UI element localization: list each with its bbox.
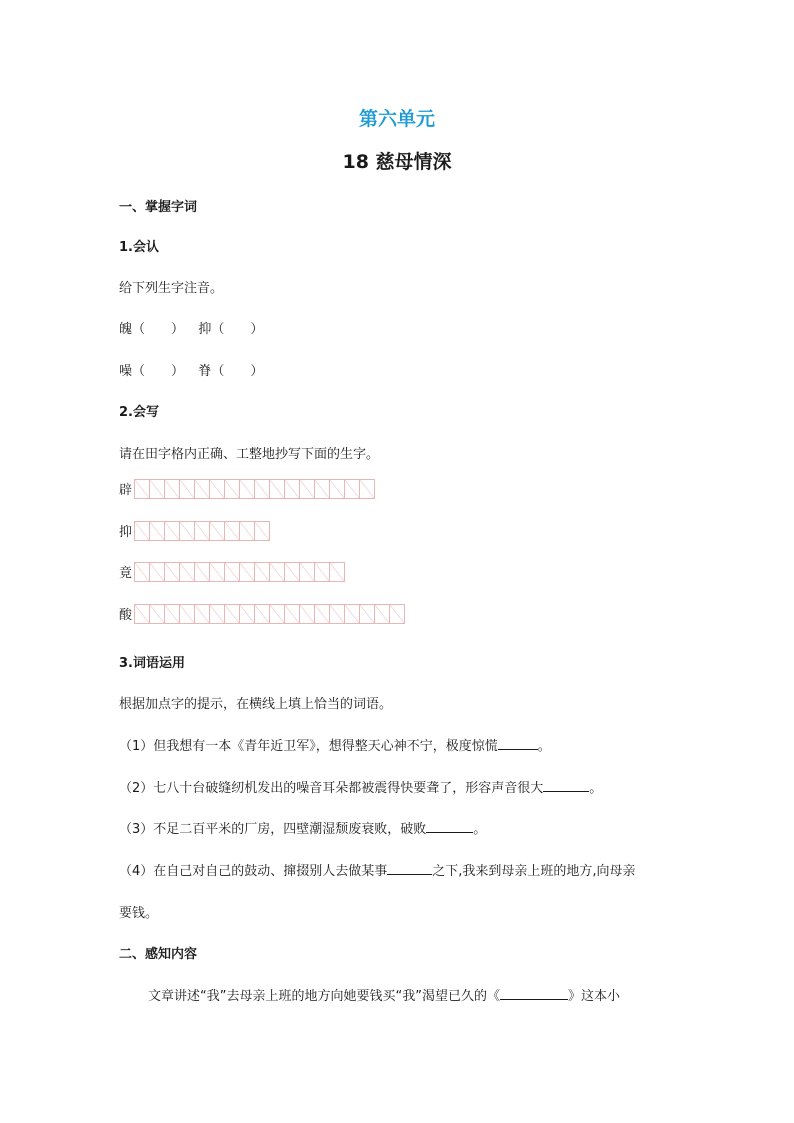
pinyin-row-2 (119, 360, 263, 379)
grid-cell[interactable] (180, 480, 195, 498)
question-number: （1） (119, 739, 154, 754)
question-number: （4） (119, 864, 154, 879)
tianzi-grid[interactable] (134, 521, 270, 541)
grid-cell[interactable] (300, 605, 315, 623)
grid-cell[interactable] (225, 480, 240, 498)
unit-title: 第六单元 (358, 108, 435, 130)
part3-instruction: 根据加点字的提示，在横线上填上恰当的词语。 (119, 697, 393, 712)
question-end: 。 (473, 822, 487, 837)
question-text: 在自己对自己的鼓动、撺掇别人去做某事 (153, 864, 388, 879)
grid-cell[interactable] (165, 563, 180, 581)
grid-cell[interactable] (210, 480, 225, 498)
question-number: （3） (119, 822, 154, 837)
question-text: 不足二百平米的厂房，四壁潮湿颓废衰败，破败 (153, 822, 427, 837)
grid-cell[interactable] (300, 480, 315, 498)
grid-cell[interactable] (315, 563, 330, 581)
answer-blank[interactable] (426, 820, 473, 833)
grid-cell[interactable] (240, 522, 255, 540)
writing-char: 竟 (119, 566, 133, 581)
grid-cell[interactable] (210, 563, 225, 581)
grid-cell[interactable] (210, 605, 225, 623)
grid-cell[interactable] (135, 522, 150, 540)
grid-cell[interactable] (195, 480, 210, 498)
grid-cell[interactable] (165, 522, 180, 540)
grid-cell[interactable] (255, 522, 270, 540)
grid-cell[interactable] (135, 480, 150, 498)
paragraph-text: 文章讲述“我”去母亲上班的地方向她要钱买“我”渴望已久的《 (148, 989, 500, 1004)
grid-cell[interactable] (255, 480, 270, 498)
answer-paren[interactable]: （ ） (132, 322, 185, 337)
grid-cell[interactable] (180, 563, 195, 581)
grid-cell[interactable] (150, 522, 165, 540)
section2-heading: 二、感知内容 (119, 947, 198, 962)
grid-cell[interactable] (270, 605, 285, 623)
grid-cell[interactable] (330, 480, 345, 498)
question-text: 七八十台破缝纫机发出的噪音耳朵都被震得快要聋了，形容声音很大 (153, 781, 544, 796)
grid-cell[interactable] (285, 563, 300, 581)
grid-cell[interactable] (135, 563, 150, 581)
grid-cell[interactable] (195, 522, 210, 540)
question-text: 但我想有一本《青年近卫军》，想得整天心神不宁，极度惊慌 (153, 739, 498, 754)
writing-row (119, 562, 345, 582)
answer-blank[interactable] (543, 779, 589, 792)
pinyin-char: 魄 (119, 322, 133, 337)
section2-paragraph (148, 985, 620, 1004)
part2-instruction: 请在田字格内正确、工整地抄写下面的生字。 (119, 447, 380, 462)
grid-cell[interactable] (195, 563, 210, 581)
question-number: （2） (119, 781, 154, 796)
grid-cell[interactable] (180, 605, 195, 623)
grid-cell[interactable] (315, 480, 330, 498)
pinyin-char: 噪 (119, 364, 133, 379)
pinyin-char: 抑 (198, 322, 212, 337)
tianzi-grid[interactable] (134, 604, 405, 624)
grid-cell[interactable] (195, 605, 210, 623)
part2-heading: 2.会写 (119, 405, 159, 420)
grid-cell[interactable] (375, 605, 390, 623)
grid-cell[interactable] (210, 522, 225, 540)
writing-row (119, 479, 375, 499)
pinyin-char: 脊 (198, 364, 212, 379)
writing-row (119, 604, 405, 624)
writing-char: 辟 (119, 483, 133, 498)
writing-char: 酸 (119, 608, 133, 623)
grid-cell[interactable] (150, 480, 165, 498)
question-4 (119, 860, 636, 879)
grid-cell[interactable] (270, 480, 285, 498)
lesson-title: 18 慈母情深 (342, 151, 452, 173)
tianzi-grid[interactable] (134, 479, 375, 499)
answer-blank[interactable] (498, 737, 538, 750)
part3-heading: 3.词语运用 (119, 656, 185, 671)
section1-heading: 一、掌握字词 (119, 200, 198, 215)
question-end: 。 (537, 739, 551, 754)
grid-cell[interactable] (225, 605, 240, 623)
grid-cell[interactable] (180, 522, 195, 540)
grid-cell[interactable] (165, 480, 180, 498)
tianzi-grid[interactable] (134, 562, 345, 582)
writing-row (119, 521, 270, 541)
answer-paren[interactable]: （ ） (211, 364, 264, 379)
grid-cell[interactable] (225, 563, 240, 581)
question-text: 之下,我来到母亲上班的地方,向母亲 (432, 864, 636, 879)
part1-heading: 1.会认 (119, 240, 159, 255)
grid-cell[interactable] (330, 605, 345, 623)
grid-cell[interactable] (300, 563, 315, 581)
answer-blank[interactable] (500, 987, 568, 1000)
question-1 (119, 735, 551, 754)
grid-cell[interactable] (135, 605, 150, 623)
paragraph-text: 》这本小 (567, 989, 620, 1004)
pinyin-row-1 (119, 318, 263, 337)
grid-cell[interactable] (255, 605, 270, 623)
grid-cell[interactable] (360, 605, 375, 623)
answer-blank[interactable] (387, 862, 432, 875)
grid-cell[interactable] (315, 605, 330, 623)
grid-cell[interactable] (360, 480, 375, 498)
grid-cell[interactable] (240, 605, 255, 623)
question-2 (119, 777, 602, 796)
answer-paren[interactable]: （ ） (211, 322, 264, 337)
grid-cell[interactable] (225, 522, 240, 540)
answer-paren[interactable]: （ ） (132, 364, 185, 379)
grid-cell[interactable] (270, 563, 285, 581)
grid-cell[interactable] (330, 563, 345, 581)
grid-cell[interactable] (285, 480, 300, 498)
grid-cell[interactable] (240, 563, 255, 581)
grid-cell[interactable] (150, 563, 165, 581)
writing-char: 抑 (119, 525, 133, 540)
grid-cell[interactable] (345, 480, 360, 498)
grid-cell[interactable] (345, 605, 360, 623)
grid-cell[interactable] (390, 605, 405, 623)
grid-cell[interactable] (165, 605, 180, 623)
grid-cell[interactable] (285, 605, 300, 623)
question-end: 。 (589, 781, 603, 796)
grid-cell[interactable] (255, 563, 270, 581)
part1-instruction: 给下列生字注音。 (119, 281, 224, 296)
grid-cell[interactable] (240, 480, 255, 498)
question-4-continued: 要钱。 (119, 906, 159, 921)
grid-cell[interactable] (150, 605, 165, 623)
question-3 (119, 818, 486, 837)
